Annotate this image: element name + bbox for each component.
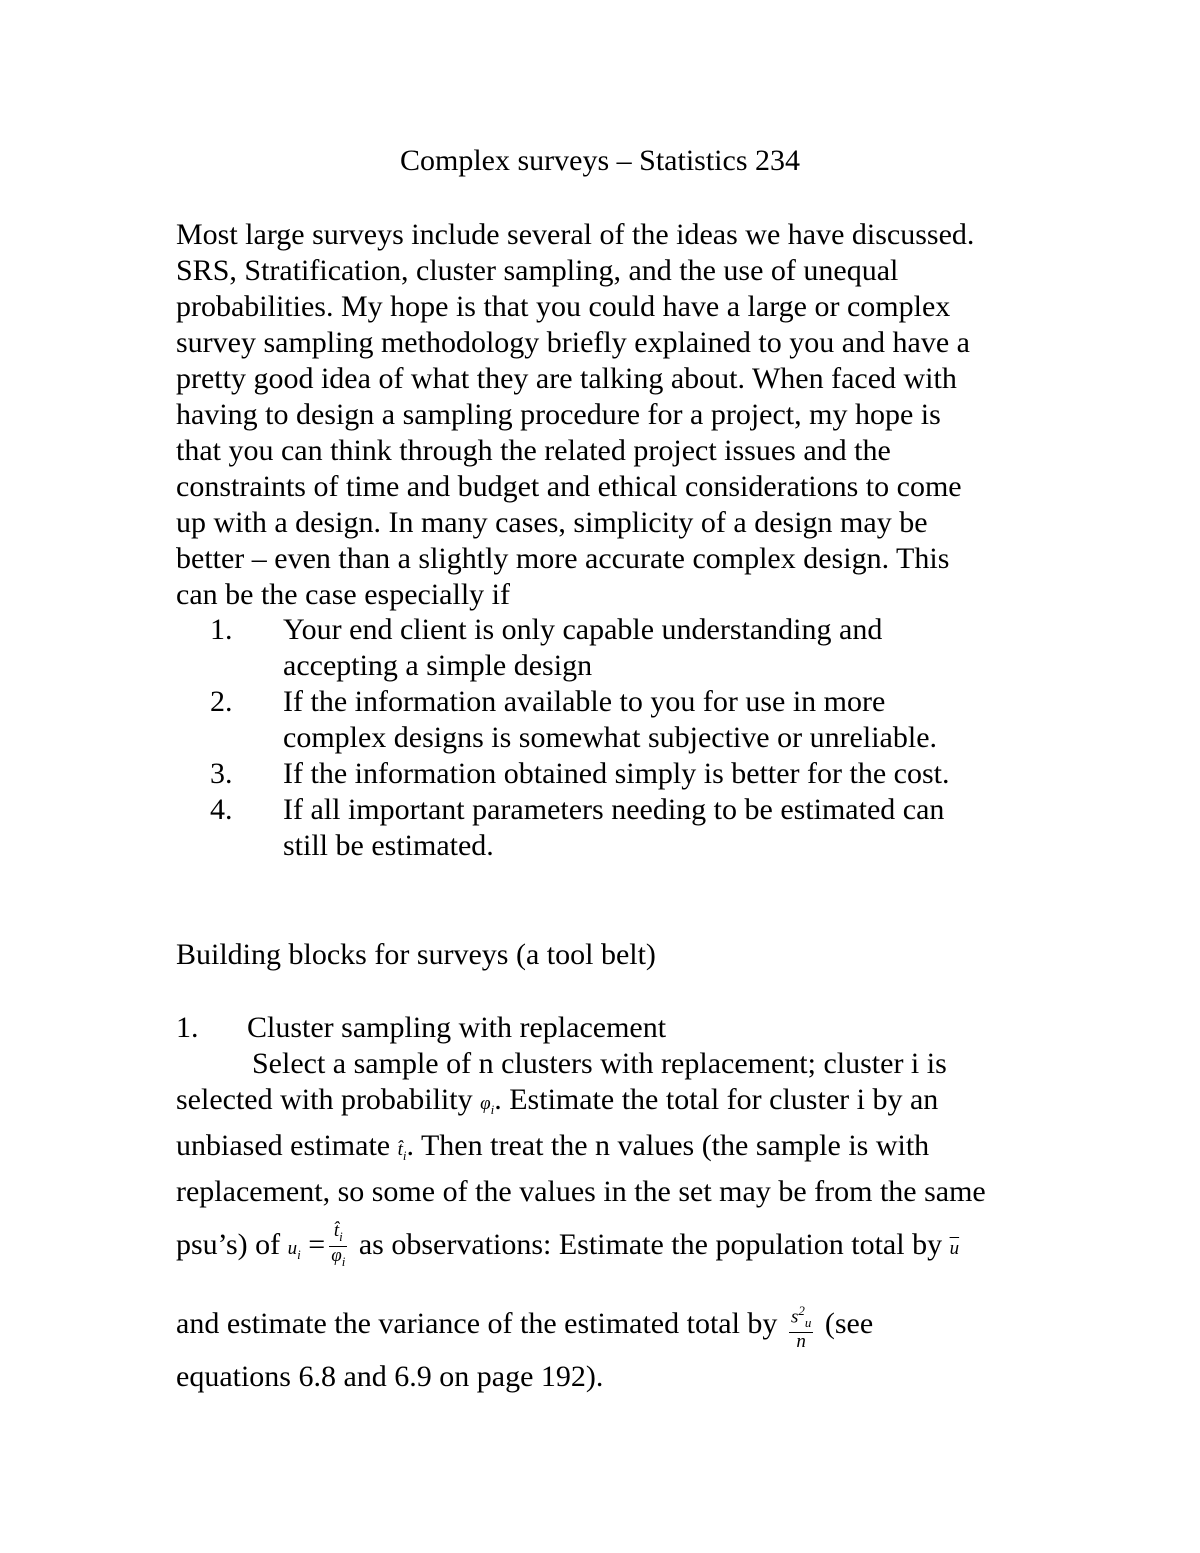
intro-line: up with a design. In many cases, simplicity of a design may be bbox=[176, 506, 928, 539]
intro-line: that you can think through the related project issues and the bbox=[176, 434, 891, 467]
list-text: If the information available to you for use in more bbox=[283, 685, 886, 718]
section-title bbox=[176, 1010, 666, 1046]
u-bar-symbol: $\overline{u}$ bbox=[949, 1237, 960, 1259]
section-line: psu’s) of $u_i$ = $\frac{t̂_i}{\varphi_i}$ as observations: Estimate the population total by $\overline{u}$ bbox=[176, 1220, 960, 1269]
section-text: as observations: Estimate the population total by bbox=[358, 1227, 943, 1261]
intro-line: survey sampling methodology briefly explained to you and have a bbox=[176, 326, 970, 359]
intro-line: can be the case especially if bbox=[176, 578, 510, 611]
section-line: equations 6.8 and 6.9 on page 192). bbox=[176, 1360, 604, 1394]
list-item bbox=[176, 684, 1056, 756]
list-item bbox=[176, 756, 1056, 792]
list-text: Your end client is only capable understanding and bbox=[283, 613, 883, 646]
list-item bbox=[176, 792, 1056, 864]
section-text: psu’s) of bbox=[176, 1227, 281, 1261]
t-hat-i-symbol: $t̂_i$ bbox=[397, 1138, 407, 1163]
list-number: 1. bbox=[210, 613, 233, 646]
intro-line: probabilities. My hope is that you could have a large or complex bbox=[176, 290, 951, 323]
phi-i-symbol: $\varphi_i$ bbox=[480, 1093, 495, 1117]
section-body bbox=[176, 1046, 1076, 1395]
list-text: If the information obtained simply is better for the cost. bbox=[283, 757, 950, 790]
intro-line: SRS, Stratification, cluster sampling, and the use of unequal bbox=[176, 254, 899, 287]
document-title: Complex surveys – Statistics 234 bbox=[400, 144, 800, 177]
section-line: Select a sample of n clusters with replacement; cluster i is bbox=[252, 1047, 947, 1080]
list-number: 2. bbox=[210, 685, 233, 718]
section-line bbox=[176, 1082, 1076, 1128]
section-text: . Estimate the total for cluster i by an bbox=[494, 1083, 939, 1116]
intro-line: having to design a sampling procedure for a project, my hope is bbox=[176, 398, 941, 431]
intro-line: constraints of time and budget and ethical considerations to come bbox=[176, 470, 962, 503]
section-line: replacement, so some of the values in the set may be from the same bbox=[176, 1174, 986, 1208]
section-text: (see bbox=[824, 1307, 874, 1341]
list-text: complex designs is somewhat subjective or unreliable. bbox=[283, 721, 938, 754]
intro-line: better – even than a slightly more accurate complex design. This bbox=[176, 542, 950, 575]
section-number: 1. bbox=[176, 1011, 199, 1044]
list-item bbox=[176, 612, 1056, 684]
building-blocks-heading: Building blocks for surveys (a tool belt) bbox=[176, 938, 656, 971]
reasons-list bbox=[176, 612, 1056, 864]
list-text: accepting a simple design bbox=[283, 649, 593, 682]
u-i-symbol: $u_i$ bbox=[287, 1237, 301, 1262]
list-text: still be estimated. bbox=[283, 829, 494, 862]
section-line bbox=[176, 1128, 1076, 1174]
section-line bbox=[176, 1289, 1076, 1359]
section-text: selected with probability bbox=[176, 1083, 473, 1116]
variance-fraction: $\frac{s^2_u}{n}$ bbox=[790, 1302, 812, 1353]
list-text: If all important parameters needing to be estimated can bbox=[283, 793, 945, 826]
section-text: unbiased estimate bbox=[176, 1128, 391, 1162]
intro-paragraph bbox=[176, 217, 1056, 613]
section-title-text: Cluster sampling with replacement bbox=[247, 1011, 667, 1044]
section-text: . Then treat the n values (the sample is with bbox=[406, 1128, 930, 1162]
intro-line: pretty good idea of what they are talking about. When faced with bbox=[176, 362, 957, 395]
t-over-phi-fraction: $\frac{t̂_i}{\varphi_i}$ bbox=[331, 1220, 346, 1269]
list-number: 4. bbox=[210, 793, 233, 826]
intro-line: Most large surveys include several of the ideas we have discussed. bbox=[176, 218, 975, 251]
section-text: and estimate the variance of the estimated total by bbox=[176, 1307, 778, 1341]
list-number: 3. bbox=[210, 757, 233, 790]
